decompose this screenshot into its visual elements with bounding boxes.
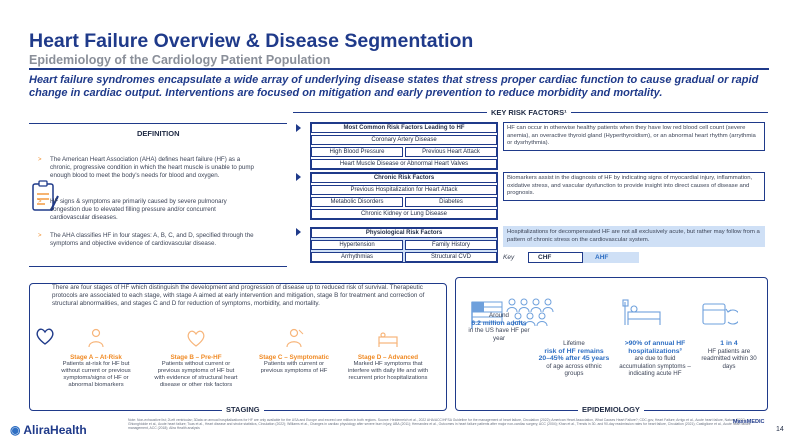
risk-factor: Chronic Kidney or Lung Disease xyxy=(311,209,497,219)
definition-item-2: > HF signs & symptoms are primarily caused by severe pulmonary congestion due to elevated filling pressure and/or concurrent cardiovascular diseases. xyxy=(38,198,227,221)
risk-factor: Diabetes xyxy=(405,197,497,207)
epi-stat-readmission: 1 in 4 HF patients are readmitted within 30 days xyxy=(701,340,757,370)
risk-factor: High Blood Pressure xyxy=(311,147,403,157)
stage-a: Stage A – At-Risk Patients at-risk for HF but without current or previous symptoms/signs of HF or abnormal biomarkers xyxy=(61,354,131,388)
definition-label: DEFINITION xyxy=(133,129,184,138)
epi-stat-lifetime-risk: Lifetime risk of HF remains 20–45% after 45 years of age across ethnic groups xyxy=(538,340,610,377)
key-ahf: AHF xyxy=(583,252,639,263)
heart-icon xyxy=(34,325,56,347)
risk-factor: Previous Heart Attack xyxy=(405,147,497,157)
triangle-marker-1 xyxy=(296,124,301,132)
stage-b: Stage B – Pre-HF Patients without current or previous symptoms of HF but with evidence of structural heart disease or other risk factors xyxy=(154,354,238,388)
staging-label: STAGING xyxy=(222,405,264,414)
risk-factors-label: KEY RISK FACTORS¹ xyxy=(487,108,571,117)
risk-factor: Previous Hospitalization for Heart Attack xyxy=(311,185,497,195)
triangle-marker-3 xyxy=(296,228,301,236)
pre-hf-heart-icon xyxy=(185,327,207,349)
risk-desc-physiological: Hospitalizations for decompensated HF are not all exclusively acute, but rather may follow from a pattern of chronic stress on the cardiovascular system. xyxy=(503,226,765,247)
footnote: Note: Non-exhaustive list; 2Left ventricular; 3Data on annual hospitalizations for HF are only available for the USA and Europe and exceed one million in both regions. Source: Heidenreich et al., 2022 AHA/ACC/HFSA Guideline for the management of heart failure, Circulation (2022); American Heart Association, What Causes Heart Failure?; CDC.gov, Heart Failure; Arrigo et al., Acute heart failure, Nature (2020); Ghionghiolde et al., Acute heart failure; Tuas et al., Heart disease and stroke statistics, Circulation (2022); Williams et al., Changes in cardiac physiology after severe burn injury, ABA (2011); Hernandez et al., Outcomes in heart failure patients after major non-cardiac surgery, ACC (2004); Khan et al., Trends in 30- and 90-day readmission rates for heart failure, Circulation (2021); Castiglione et al., Acute heart failure management, ACC (2018); Alira Health analysis xyxy=(128,418,751,430)
page-subtitle: Epidemiology of the Cardiology Patient Population xyxy=(29,53,331,67)
alira-health-logo: ◉ AliraHealth xyxy=(10,423,87,437)
risk-factor: Arrhythmias xyxy=(311,252,403,262)
risk-group-chronic xyxy=(310,172,498,220)
risk-desc-common: HF can occur in otherwise healthy patients when they have low red blood cell count (severe anemia), an overactive thyroid gland (Hyperthyroidism), or an abnormal heart rhythm (arrythmia or dysrhythmia). xyxy=(503,122,765,151)
title-divider xyxy=(29,68,769,70)
intro-text: Heart failure syndromes encapsulate a wide array of underlying disease states that stress proper cardiac function to cause gradual or rapid change in cardiac output. Interventions are focused on mitigation and early prevention to reduce morbidity and mortality. xyxy=(29,74,759,99)
epidemiology-label: EPIDEMIOLOGY xyxy=(578,405,644,414)
epi-stat-prevalence: Around 6.2 million adults in the US have HF per year xyxy=(468,312,530,342)
key-label: Key xyxy=(503,254,515,261)
risk-factor: Metabolic Disorders xyxy=(311,197,403,207)
symptomatic-person-icon xyxy=(283,327,305,349)
key-chf: CHF xyxy=(528,252,583,263)
risk-group-physiological xyxy=(310,227,498,263)
staging-intro: There are four stages of HF which distinguish the development and progression of disease up to reduced risk of survival. Therapeutic protocols are associated to each stage, with stage A aimed at early intervention and mitigation, stage B for treatment and correction of structural abnormalities, and stages C and D for reduction of symptoms, morbidity, and mortality. xyxy=(52,284,425,308)
hospital-bed-icon xyxy=(377,327,399,349)
risk-group-title: Most Common Risk Factors Leading to HF xyxy=(311,123,497,133)
risk-desc-chronic: Biomarkers assist in the diagnosis of HF by indicating signs of myocardial injury, inflammation, oxidative stress, and vascular dysfunction to provide insight into direct causes of disease and prognosis. xyxy=(503,172,765,201)
risk-group-common xyxy=(310,122,498,170)
stage-d: Stage D – Advanced Marked HF symptoms that interfere with daily life and with recurrent prior hospitalizations xyxy=(347,354,429,381)
risk-group-title: Physiological Risk Factors xyxy=(311,228,497,238)
stage-c: Stage C – Symptomatic Patients with current or previous symptoms of HF xyxy=(259,354,329,374)
risk-factor: Hypertension xyxy=(311,240,403,250)
page-title: Heart Failure Overview & Disease Segmentation xyxy=(29,30,474,52)
calendar-readmit-icon xyxy=(700,300,738,328)
risk-factor: Heart Muscle Disease or Abnormal Heart Valves xyxy=(311,159,497,169)
risk-factor: Family History xyxy=(405,240,497,250)
risk-group-title: Chronic Risk Factors xyxy=(311,173,497,183)
triangle-marker-2 xyxy=(296,173,301,181)
at-risk-person-icon xyxy=(85,327,107,349)
hospital-patient-icon xyxy=(622,298,664,328)
page-number: 14 xyxy=(776,426,784,433)
definition-item-1: > The American Heart Association (AHA) defines heart failure (HF) as a chronic, progressive condition in which the heart muscle is unable to pump enough blood to meet the body's needs for blood and oxygen. xyxy=(38,156,254,179)
risk-factor: Coronary Artery Disease xyxy=(311,135,497,145)
definition-item-3: > The AHA classifies HF in four stages: A, B, C, and D, specified through the symptoms and objective evidence of cardiovascular disease. xyxy=(38,232,254,247)
risk-factor: Structural CVD xyxy=(405,252,497,262)
massmedic-logo: MassMEDIC xyxy=(733,419,765,425)
epi-stat-hospitalizations: >90% of annual HF hospitalizations³ are due to fluid accumulation symptoms – indicating acute HF xyxy=(619,340,691,377)
